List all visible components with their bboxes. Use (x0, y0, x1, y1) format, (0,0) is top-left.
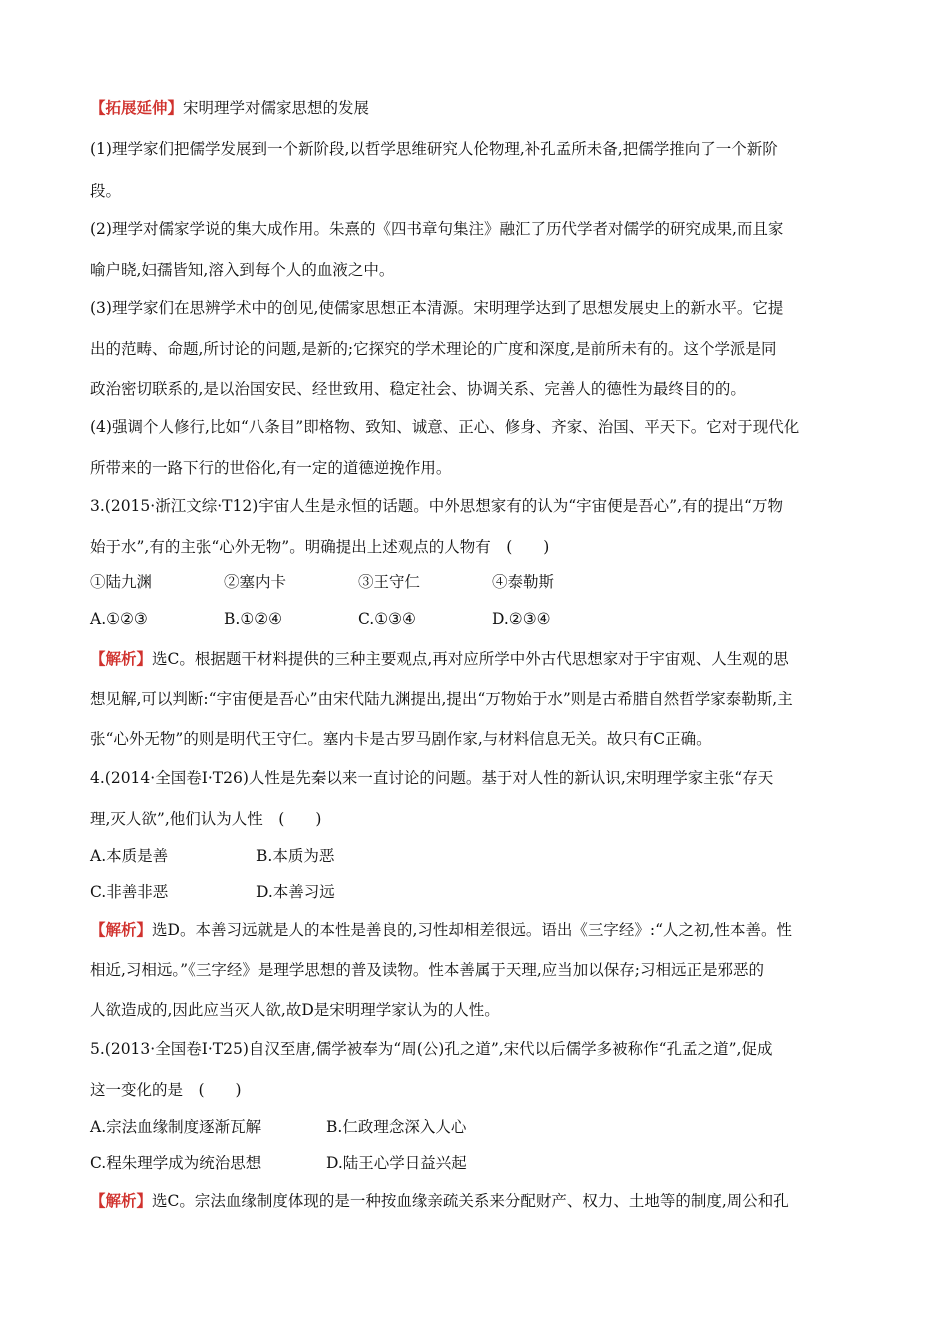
q4-option-a[interactable]: A.本质是善 (90, 847, 169, 865)
ext-para-2-line-2: 喻户晓,妇孺皆知,溶入到每个人的血液之中。 (90, 261, 395, 279)
extension-title: 宋明理学对儒家思想的发展 (183, 99, 370, 117)
extension-tag: 【拓展延伸】 (90, 98, 184, 117)
q3-option-d[interactable]: D.②③④ (492, 610, 551, 628)
q4-option-c[interactable]: C.非善非恶 (90, 883, 169, 901)
q5-analysis-line-1 (90, 1191, 880, 1211)
q3-analysis-line-2: 想见解,可以判断:“宇宙便是吾心”由宋代陆九渊提出,提出“万物始于水”则是古希腊自然哲学家泰勒斯,主 (90, 690, 793, 708)
q4-analysis-tag: 【解析】 (90, 920, 153, 939)
q3-analysis-line-1 (90, 649, 880, 669)
q5-option-d[interactable]: D.陆王心学日益兴起 (326, 1154, 467, 1172)
q4-analysis-line-2: 相近,习相远。”《三字经》是理学思想的普及读物。性本善属于天理,应当加以保存;习相远正是邪恶的 (90, 961, 765, 979)
q3-analysis-tag: 【解析】 (90, 649, 153, 668)
ext-para-3-line-3: 政治密切联系的,是以治国安民、经世致用、稳定社会、协调关系、完善人的德性为最终目的的。 (90, 380, 746, 398)
q4-analysis-text-1: 选D。本善习远就是人的本性是善良的,习性却相差很远。语出《三字经》:“人之初,性本善。性 (152, 921, 792, 939)
q3-analysis-line-3: 张“心外无物”的则是明代王守仁。塞内卡是古罗马剧作家,与材料信息无关。故只有C正确。 (90, 730, 712, 748)
ext-para-2-line-1: (2)理学对儒家学说的集大成作用。朱熹的《四书章句集注》融汇了历代学者对儒学的研究成果,而且家 (90, 220, 784, 238)
q3-analysis-text-1: 选C。根据题干材料提供的三种主要观点,再对应所学中外古代思想家对于宇宙观、人生观的思 (152, 650, 789, 668)
ext-para-4-line-2: 所带来的一路下行的世俗化,有一定的道德逆挽作用。 (90, 459, 452, 477)
q3-stem-line-2: 始于水”,有的主张“心外无物”。明确提出上述观点的人物有 ( ) (90, 538, 550, 556)
q5-stem-line-2: 这一变化的是 ( ) (90, 1081, 242, 1099)
q5-stem-line-1: 5.(2013·全国卷Ⅰ·T25)自汉至唐,儒学被奉为“周(公)孔之道”,宋代以后儒学多被称作“孔孟之道”,促成 (90, 1040, 773, 1058)
q3-stem-line-1: 3.(2015·浙江文综·T12)宇宙人生是永恒的话题。中外思想家有的认为“宇宙便是吾心”,有的提出“万物 (90, 497, 783, 515)
q4-option-b[interactable]: B.本质为恶 (256, 847, 335, 865)
q3-option-c[interactable]: C.①③④ (358, 610, 416, 628)
q4-stem-line-1: 4.(2014·全国卷Ⅰ·T26)人性是先秦以来一直讨论的问题。基于对人性的新认识,宋明理学家主张“存天 (90, 769, 774, 787)
q3-item-2: ②塞内卡 (224, 573, 287, 591)
q5-option-c[interactable]: C.程朱理学成为统治思想 (90, 1154, 262, 1172)
q4-analysis-line-1 (90, 920, 880, 940)
extension-heading (90, 98, 369, 118)
ext-para-3-line-1: (3)理学家们在思辨学术中的创见,使儒家思想正本清源。宋明理学达到了思想发展史上的新水平。它提 (90, 299, 784, 317)
q4-stem-line-2: 理,灭人欲”,他们认为人性 ( ) (90, 810, 322, 828)
q3-option-a[interactable]: A.①②③ (90, 610, 148, 628)
q3-option-b[interactable]: B.①②④ (224, 610, 283, 628)
ext-para-1-line-2: 段。 (90, 182, 122, 200)
ext-para-3-line-2: 出的范畴、命题,所讨论的问题,是新的;它探究的学术理论的广度和深度,是前所未有的。这个学派是同 (90, 340, 777, 358)
q5-option-b[interactable]: B.仁政理念深入人心 (326, 1118, 467, 1136)
q3-item-3: ③王守仁 (358, 573, 421, 591)
ext-para-4-line-1: (4)强调个人修行,比如“八条目”即格物、致知、诚意、正心、修身、齐家、治国、平天下。它对于现代化 (90, 418, 800, 436)
q4-analysis-line-3: 人欲造成的,因此应当灭人欲,故D是宋明理学家认为的人性。 (90, 1001, 500, 1019)
q5-analysis-tag: 【解析】 (90, 1191, 153, 1210)
q3-item-4: ④泰勒斯 (492, 573, 555, 591)
ext-para-1-line-1: (1)理学家们把儒学发展到一个新阶段,以哲学思维研究人伦物理,补孔孟所未备,把儒学推向了一个新阶 (90, 140, 778, 158)
q5-analysis-text-1: 选C。宗法血缘制度体现的是一种按血缘亲疏关系来分配财产、权力、土地等的制度,周公和孔 (152, 1192, 789, 1210)
q4-option-d[interactable]: D.本善习远 (256, 883, 335, 901)
q3-item-1: ①陆九渊 (90, 573, 153, 591)
q5-option-a[interactable]: A.宗法血缘制度逐渐瓦解 (90, 1118, 262, 1136)
